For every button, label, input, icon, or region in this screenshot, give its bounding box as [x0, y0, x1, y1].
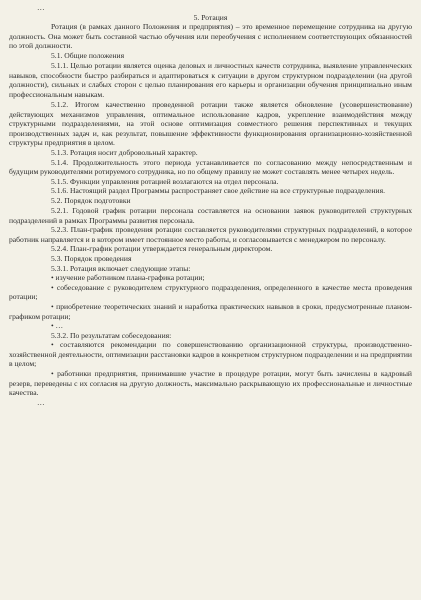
paragraph-5-1-2: 5.1.2. Итогом качественно проведенной ротации также является обновление (усовершенствование) действующих механизмов управления, оптимальное использование кадров, укрепление взаимодействия между структурными подразделениями, на этой основе оптимизация совместного решения перспективных и текущих производственных задач и, как результат, повышение эффективности функционирования организационно-хозяйственной структуры предприятия в целом. — [9, 99, 412, 148]
paragraph-5-3-1: 5.3.1. Ротация включает следующие этапы: — [51, 263, 191, 273]
paragraph-5-1-4: 5.1.4. Продолжительность этого периода устанавливается по согласованию между непосредственным и будущим руководителями ротируемого сотрудника, но по общему правилу не может составлять менее четырех недель. — [9, 157, 412, 177]
list-item: • … — [51, 321, 64, 331]
paragraph-5-1-5: 5.1.5. Функции управления ротацией возлагаются на отдел персонала. — [51, 176, 279, 186]
heading-5-3: 5.3. Порядок проведения — [51, 253, 132, 263]
paragraph-5-1-3: 5.1.3. Ротация носит добровольный характер. — [51, 147, 198, 157]
heading-5-2: 5.2. Порядок подготовки — [51, 196, 131, 206]
paragraph-intro: Ротация (в рамках данного Положения и предприятия) – это временное перемещение сотрудника на другую должность. Она может быть составной частью обучения или переобучения с исполнением соответствующих обязанностей по этой должности. — [9, 22, 412, 51]
list-item: • изучение работником плана-графика ротации; — [51, 273, 205, 283]
heading-5-1: 5.1. Общие положения — [51, 51, 125, 61]
ellipsis-top: … — [37, 3, 45, 12]
paragraph-5-2-3: 5.2.3. План-график проведения ротации составляется руководителями структурных подразделений, в которое работник направляется и в котором имеет постоянное место работы, и согласовывается с менеджером по персоналу. — [9, 225, 412, 244]
section-title: 5. Ротация — [193, 12, 228, 22]
ellipsis-bottom: … — [37, 397, 45, 407]
list-item: • собеседование с руководителем структурного подразделения, определенного в качестве места проведения ротации; — [9, 282, 412, 302]
paragraph-5-1-1: 5.1.1. Целью ротации является оценка деловых и личностных качеств сотрудника, выявление управленческих навыков, способности быстро разбираться и адаптироваться к ситуации в другом структурном подразделении (на другой должности), сильных и слабых сторон с целью планирования его карьеры и организации обучения принципиально иным профессиональным навыкам. — [9, 61, 412, 99]
paragraph-5-3-2: 5.3.2. По результатам собеседования: — [51, 330, 172, 340]
paragraph-5-1-6: 5.1.6. Настоящий раздел Программы распространяет свое действие на все структурные подразделения. — [51, 186, 385, 196]
paragraph-5-2-4: 5.2.4. План-график ротации утверждается генеральным директором. — [51, 244, 273, 254]
paragraph-5-2-1: 5.2.1. Годовой график ротации персонала составляется на основании заявок руководителей структурных подразделений в рамках Программы развития персонала. — [9, 205, 412, 225]
list-item: • составляются рекомендации по совершенствованию организационной структуры, производственно-хозяйственной деятельности, оптимизации расстановки кадров в конкретном структурном подразделении и на предприятии в целом; — [9, 340, 412, 369]
list-item: • работники предприятия, принимавшие участие в процедуре ротации, могут быть зачислены в кадровый резерв, переведены с их согласия на другую должность, максимально раскрывающую их профессиональные и личностные качества. — [9, 369, 412, 398]
list-item: • приобретение теоретических знаний и наработка практических навыков в сроки, предусмотренные планом-графиком ротации; — [9, 301, 412, 321]
